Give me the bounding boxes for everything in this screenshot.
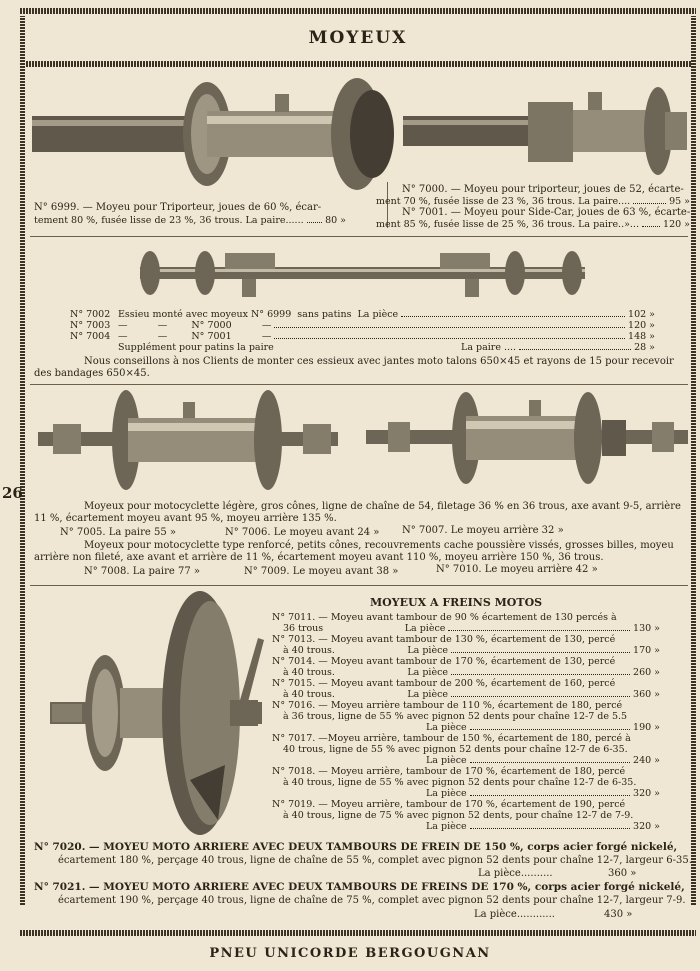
- axle-row-description: Supplément pour patins la paire La paire ....: [118, 342, 517, 353]
- item-7020-line2: écartement 180 %, perçage 40 trous, ligne de chaîne de 55 %, complet avec pignon 52 dents pour chaîne 12-7, largeur 6-35.: [58, 855, 692, 866]
- axle-row-price: 148 »: [628, 331, 655, 342]
- brake-item-price-row: [426, 755, 660, 766]
- item-7005: N° 7005. La paire 55 »: [60, 527, 176, 538]
- brake-item-price-row: [283, 645, 660, 656]
- item-7001-price: 120 »: [663, 219, 690, 230]
- axle-row: [70, 342, 655, 353]
- brake-item-price: 360 »: [633, 689, 660, 700]
- brake-item-line: à 40 trous, ligne de 75 % avec pignon 52 dents, pour chaîne 12-7 de 7-9.: [283, 810, 634, 821]
- item-7020-label: La pièce..........: [478, 868, 553, 879]
- axle-row: [70, 309, 655, 320]
- bottom-border: [20, 930, 696, 936]
- item-6999-text: tement 80 %, fusée lisse de 23 %, 36 trous. La paire......: [34, 215, 304, 226]
- leader: [451, 674, 630, 675]
- leader: [633, 203, 666, 204]
- axle-illustration: [130, 245, 595, 303]
- leader: [401, 316, 625, 317]
- item-7020-price: 360 »: [608, 868, 637, 879]
- brake-item-line: N° 7015. — Moyeu avant tambour de 200 %, écartement de 160, percé: [272, 678, 616, 689]
- brake-item-line: N° 7017. —Moyeu arrière, tambour de 150 %, écartement de 180, percé à: [272, 733, 631, 744]
- leader: [519, 349, 631, 350]
- brake-item-price-row: [283, 667, 660, 678]
- leader: [274, 327, 625, 328]
- section-divider: [30, 384, 688, 385]
- item-7001-text: ment 85 %, fusée lisse de 25 %, 36 trous. La paire..»...: [376, 219, 639, 230]
- axle-row-description: — — N° 7000 —: [118, 320, 272, 331]
- item-6999-price: 80 »: [325, 215, 346, 226]
- brake-item-label: La pièce: [426, 821, 467, 832]
- leader: [470, 729, 630, 730]
- axle-note-line1: Nous conseillons à nos Clients de monter ces essieux avec jantes moto talons 650×45 et rayons de 15 pour recevoir: [84, 356, 674, 367]
- leader: [448, 630, 630, 631]
- item-7021-line1: N° 7021. — MOYEU MOTO ARRIERE AVEC DEUX TAMBOURS DE FREINS DE 170 %, corps acier forgé nickelé,: [34, 881, 685, 893]
- leader: [642, 226, 660, 227]
- brake-item-line: 40 trous, ligne de 55 % avec pignon 52 dents pour chaîne 12-7 de 6-35.: [283, 744, 628, 755]
- item-7000-line1: N° 7000. — Moyeu pour triporteur, joues de 52, écarte-: [402, 184, 684, 195]
- light-motorcycle-hub-rear: [366, 390, 688, 490]
- brake-item-line: N° 7019. — Moyeu arrière, tambour de 170 %, écartement de 190, percé: [272, 799, 626, 810]
- brake-item-label: 36 trous La pièce: [283, 623, 446, 634]
- title-rule: [20, 61, 696, 67]
- axle-row-number: N° 7002: [70, 309, 111, 320]
- brake-item-price-row: [426, 788, 660, 799]
- item-6999-line1: N° 6999. — Moyeu pour Triporteur, joues de 60 %, écar-: [34, 202, 322, 213]
- item-6999-line2: [34, 215, 346, 226]
- brake-item-line: N° 7018. — Moyeu arrière, tambour de 170 %, écartement de 180, percé: [272, 766, 626, 777]
- brake-hub-illustration: [50, 590, 265, 840]
- light-motorcycle-hub-front: [38, 390, 338, 495]
- heavy-hub-desc-line2: arrière non fileté, axe avant et arrière de 11 %, écartement moyeu avant 110 %, moyeu arrière 150 %, 36 trous.: [34, 552, 604, 563]
- axle-row: [70, 320, 655, 331]
- page-number: 26: [2, 484, 23, 502]
- item-7021-line2: écartement 190 %, perçage 40 trous, ligne de chaîne de 75 %, complet avec pignon 52 dents pour chaîne 12-7, largeur 7-9.: [58, 895, 686, 906]
- item-7010: N° 7010. Le moyeu arrière 42 »: [436, 564, 598, 575]
- brake-item-line: à 36 trous, ligne de 55 % avec pignon 52 dents pour chaîne 12-7 de 5.5: [283, 711, 628, 722]
- axle-row-number: N° 7003: [70, 320, 111, 331]
- item-7009: N° 7009. Le moyeu avant 38 »: [244, 566, 399, 577]
- item-7021-price: 430 »: [604, 909, 633, 920]
- item-7000-text: ment 70 %, fusée lisse de 23 %, 36 trous. La paire....: [376, 196, 631, 207]
- brake-item-line: à 40 trous, ligne de 55 % avec pignon 52 dents pour chaîne 12-7 de 6-35.: [283, 777, 637, 788]
- section-divider: [30, 585, 688, 586]
- axle-row-price: 28 »: [634, 342, 655, 353]
- leader: [307, 222, 322, 223]
- brake-item-label: à 40 trous. La pièce: [283, 645, 449, 656]
- item-7000-line2: [376, 196, 690, 207]
- top-border: [20, 8, 696, 14]
- item-7006: N° 7006. Le moyeu avant 24 »: [225, 527, 380, 538]
- brake-item-price: 190 »: [633, 722, 660, 733]
- brake-item-line: N° 7014. — Moyeu avant tambour de 170 %, écartement de 130, percé: [272, 656, 616, 667]
- brake-item-price: 170 »: [633, 645, 660, 656]
- brake-item-price: 130 »: [633, 623, 660, 634]
- heavy-hub-desc-line1: Moyeux pour motocyclette type renforcé, petits cônes, recouvrements cache poussière vissés, grosses billes, moyeu: [84, 540, 674, 551]
- brake-item-price: 320 »: [633, 821, 660, 832]
- item-7001-line1: N° 7001. — Moyeu pour Side-Car, joues de 63 %, écarte-: [402, 207, 691, 218]
- page-title: MOYEUX: [308, 28, 408, 48]
- axle-row-price: 102 »: [628, 309, 655, 320]
- axle-row-number: N° 7004: [70, 331, 111, 342]
- item-7008: N° 7008. La paire 77 »: [84, 566, 200, 577]
- brake-item-label: à 40 trous. La pièce: [283, 667, 449, 678]
- item-7000-price: 95 »: [669, 196, 690, 207]
- leader: [470, 795, 630, 796]
- leader: [274, 338, 625, 339]
- light-hub-desc-line2: 11 %, écartement moyeu avant 95 %, moyeu arrière 135 %.: [34, 513, 337, 524]
- brake-item-label: La pièce: [426, 788, 467, 799]
- brake-item-price-row: [426, 722, 660, 733]
- leader: [451, 696, 630, 697]
- item-7020-line1: N° 7020. — MOYEU MOTO ARRIERE AVEC DEUX TAMBOURS DE FREIN DE 150 %, corps acier forgé nickelé,: [34, 841, 678, 853]
- brake-item-price-row: [283, 689, 660, 700]
- axle-note-line2: des bandages 650×45.: [34, 368, 150, 379]
- leader: [451, 652, 630, 653]
- item-7007: N° 7007. Le moyeu arrière 32 »: [402, 525, 564, 536]
- axle-row-description: — — N° 7001 —: [118, 331, 272, 342]
- brake-item-price: 320 »: [633, 788, 660, 799]
- leader: [470, 762, 630, 763]
- light-hub-desc-line1: Moyeux pour motocyclette légère, gros cônes, ligne de chaîne de 54, filetage 36 % en 36 trous, axe avant 9-5, arrière: [84, 501, 681, 512]
- item-7021-label: La pièce............: [474, 909, 555, 920]
- hub-7000-illustration: [403, 84, 693, 179]
- brake-item-line: N° 7011. — Moyeu avant tambour de 90 % écartement de 130 percés à: [272, 612, 617, 623]
- brake-item-line: N° 7016. — Moyeu arrière tambour de 110 %, écartement de 180, percé: [272, 700, 623, 711]
- item-7001-line2: [376, 219, 690, 230]
- brake-item-label: à 40 trous. La pièce: [283, 689, 449, 700]
- left-border: [20, 16, 25, 905]
- brake-hubs-heading: MOYEUX A FREINS MOTOS: [370, 596, 543, 609]
- brake-item-label: La pièce: [426, 722, 467, 733]
- brake-item-price-row: [283, 623, 660, 634]
- brake-item-price-row: [426, 821, 660, 832]
- axle-row-description: Essieu monté avec moyeux N° 6999 sans patins La pièce: [118, 309, 399, 320]
- brake-item-line: N° 7013. — Moyeu avant tambour de 130 %, écartement de 130, percé: [272, 634, 616, 645]
- axle-row: [70, 331, 655, 342]
- axle-row-price: 120 »: [628, 320, 655, 331]
- leader: [470, 828, 630, 829]
- brake-item-price: 260 »: [633, 667, 660, 678]
- section-divider: [30, 236, 688, 237]
- brake-item-price: 240 »: [633, 755, 660, 766]
- brake-item-label: La pièce: [426, 755, 467, 766]
- footer-brand: PNEU UNICORDE BERGOUGNAN: [209, 946, 491, 961]
- hub-6999-illustration: [32, 76, 397, 191]
